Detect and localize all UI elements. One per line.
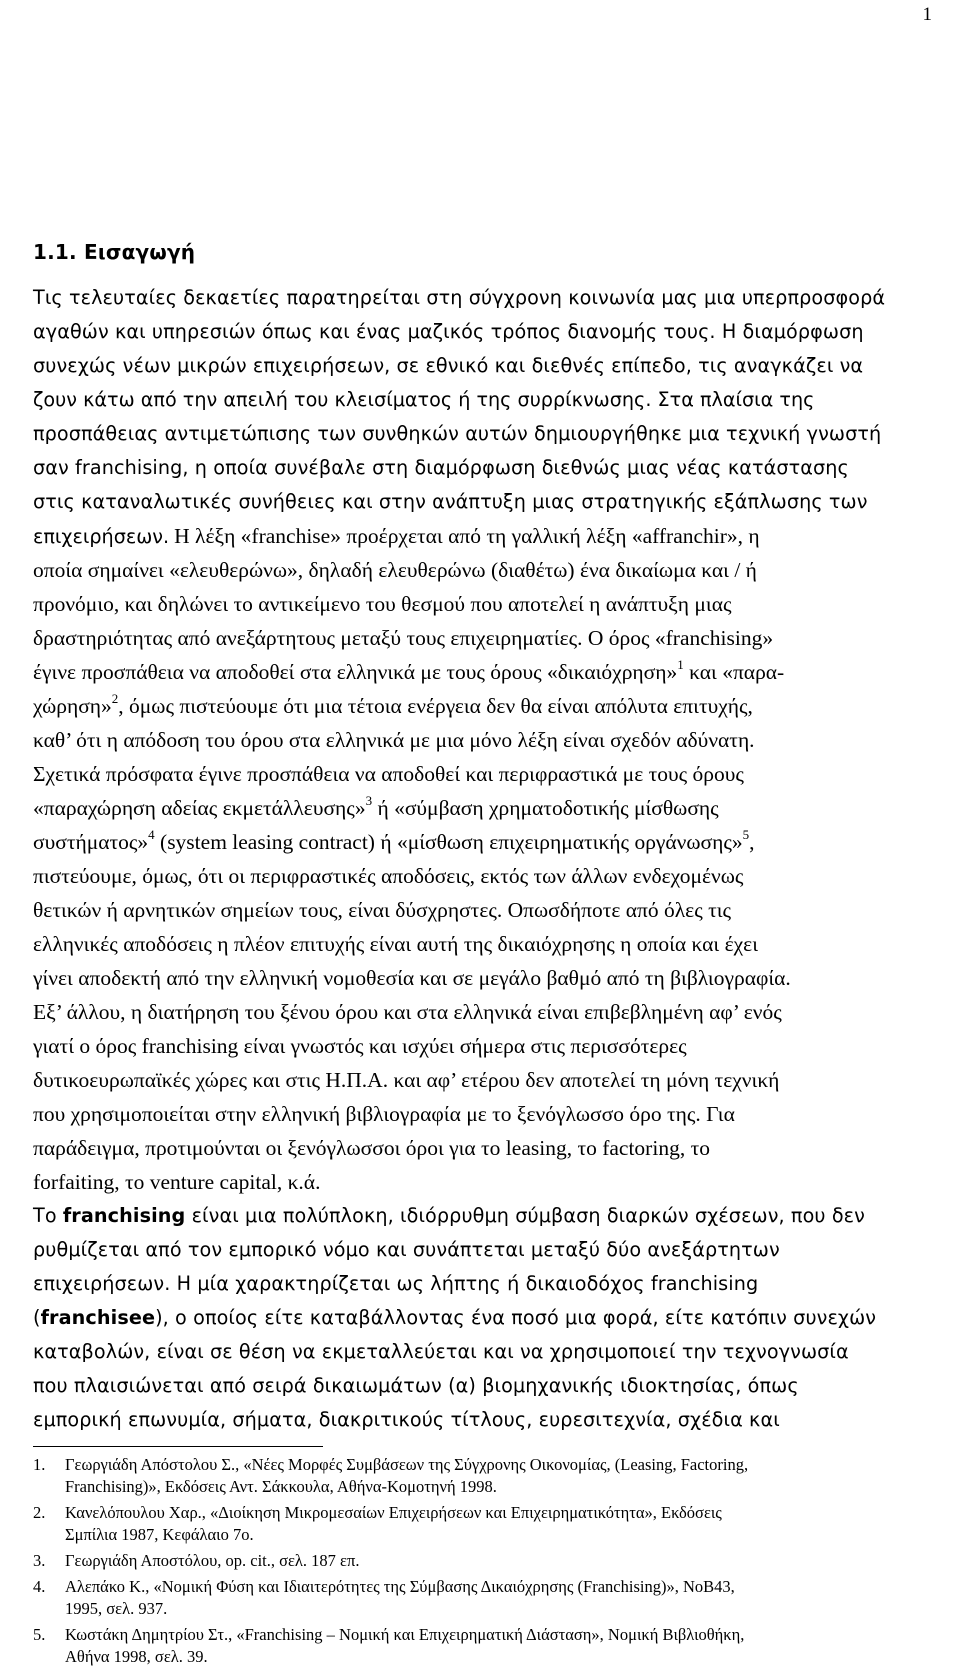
body-line: ρυθμίζεται από τον εμπορικό νόμο και συνάπτεται μεταξύ δύο ανεξάρτητων [33, 1238, 780, 1261]
footnote-item [33, 1576, 735, 1598]
body-line: γιατί ο όρος franchising είναι γνωστός και ισχύει σήμερα στις περισσότερες [33, 1034, 687, 1058]
section-heading: 1.1. Εισαγωγή [33, 240, 196, 264]
footnote-item [33, 1454, 748, 1476]
text-run: και «παρα- [683, 660, 785, 684]
footnote-separator [33, 1446, 323, 1447]
footnote-text: Γεωργιάδη Αποστόλου, op. cit., σελ. 187 επ. [65, 1551, 360, 1570]
body-line: παράδειγμα, προτιμούνται οι ξενόγλωσσοι όροι για το leasing, το factoring, το [33, 1136, 710, 1160]
footnote-text: Κωστάκη Δημητρίου Στ., «Franchising – Νομική και Επιχειρηματική Διάσταση», Νομική Βιβλιοθήκη, [65, 1625, 745, 1644]
text-run: ζουν κάτω από την απειλή του κλεισίματος ή της συρρίκνωσης. [33, 388, 652, 411]
body-line: Εξ’ άλλου, η διατήρηση του ξένου όρου και στα ελληνικά είναι επιβεβλημένη αφ’ ενός [33, 1000, 782, 1024]
text-run: ), ο οποίος είτε καταβάλλοντας ένα ποσό μια φορά, είτε κατόπιν συνεχών [155, 1306, 877, 1329]
footnote-text: Σμπίλια 1987, Κεφάλαιο 7ο. [65, 1525, 254, 1544]
body-line: προνόμιο, και δηλώνει το αντικείμενο του θεσμού που αποτελεί η ανάπτυξη μιας [33, 592, 732, 616]
footnote-number: 4. [33, 1577, 46, 1596]
footnote-text: Franchising)», Εκδόσεις Αντ. Σάκκουλα, Αθήνα-Κομοτηνή 1998. [65, 1477, 497, 1496]
bold-term: franchising [62, 1204, 186, 1227]
body-line: δυτικοευρωπαϊκές χώρες και στις Η.Π.Α. και αφ’ ετέρου δεν αποτελεί τη μόνη τεχνική [33, 1068, 780, 1092]
text-run: Η λέξη «franchise» προέρχεται από τη γαλλική λέξη «affranchir», η [174, 524, 760, 548]
footnote-ref: 2 [111, 690, 119, 706]
body-line [33, 1306, 876, 1330]
footnote-text: Κανελόπουλου Χαρ., «Διοίκηση Μικρομεσαίων Επιχειρήσεων και Επιχειρηματικότητα», Εκδόσεις [65, 1503, 722, 1522]
body-line: συνεχώς νέων μικρών επιχειρήσεων, σε εθνικό και διεθνές επίπεδο, τις αναγκάζει να [33, 354, 864, 377]
text-run: Το [33, 1204, 63, 1227]
body-line: επιχειρήσεων. Η μία χαρακτηρίζεται ως λήπτης ή δικαιοδόχος franchising [33, 1272, 759, 1295]
body-line: οποία σημαίνει «ελευθερώνω», δηλαδή ελευθερώνω (διαθέτω) ένα δικαίωμα και / ή [33, 558, 757, 582]
footnote-text: Αθήνα 1998, σελ. 39. [65, 1647, 208, 1666]
body-line: forfaiting, το venture capital, κ.ά. [33, 1170, 321, 1194]
text-run: , όμως πιστεύουμε ότι μια τέτοια ενέργεια δεν θα είναι απόλυτα επιτυχής, [118, 694, 753, 718]
text-run: συστήματος» [33, 830, 149, 854]
footnote-number: 2. [33, 1503, 46, 1522]
text-run: ( [33, 1306, 41, 1329]
body-line [33, 656, 785, 684]
body-line: σαν franchising, η οποία συνέβαλε στη διαμόρφωση διεθνώς μιας νέας κατάστασης [33, 456, 849, 479]
text-run: , [749, 830, 755, 854]
text-run: (system leasing contract) ή «μίσθωση επιχειρηματικής οργάνωσης» [154, 830, 743, 854]
text-run: έγινε προσπάθεια να αποδοθεί στα ελληνικά με τους όρους «δικαιόχρηση» [33, 660, 678, 684]
body-line [33, 388, 814, 412]
text-run: ή «σύμβαση χρηματοδοτικής μίσθωσης [372, 796, 719, 820]
body-line: θετικών ή αρνητικών σημείων τους, είναι δύσχρηστες. Οπωσδήποτε από όλες τις [33, 898, 732, 922]
text-run: Στα πλαίσια της [657, 388, 815, 411]
body-line [33, 524, 760, 549]
body-line: καταβολών, είναι σε θέση να εκμεταλλεύεται και να χρησιμοποιεί την τεχνογνωσία [33, 1340, 849, 1363]
body-line: καθ’ ότι η απόδοση του όρου στα ελληνικά με μια μόνο λέξη είναι σχεδόν αδύνατη. [33, 728, 755, 752]
body-line: γίνει αποδεκτή από την ελληνική νομοθεσία και σε μεγάλο βαθμό από τη βιβλιογραφία. [33, 966, 791, 990]
body-line: εμπορική επωνυμία, σήματα, διακριτικούς τίτλους, ευρεσιτεχνία, σχέδια και [33, 1408, 780, 1431]
footnote-item [33, 1550, 359, 1572]
footnote-item [33, 1502, 722, 1524]
footnote-text: Γεωργιάδη Απόστολου Σ., «Νέες Μορφές Συμβάσεων της Σύγχρονης Οικονομίας, (Leasing, Factoring, [65, 1455, 749, 1474]
footnote-ref: 5 [742, 826, 750, 842]
footnote-number: 1. [33, 1455, 46, 1474]
body-line: που πλαισιώνεται από σειρά δικαιωμάτων (α) βιομηχανικής ιδιοκτησίας, όπως [33, 1374, 799, 1397]
footnote-number: 3. [33, 1551, 46, 1570]
text-run: επιχειρήσεων. [33, 525, 170, 548]
footnote-ref: 3 [365, 792, 373, 808]
footnote-ref: 4 [148, 826, 155, 842]
text-run: χώρηση» [33, 694, 112, 718]
footnote-number: 5. [33, 1625, 46, 1644]
footnote-text: 1995, σελ. 937. [65, 1599, 168, 1618]
body-line: προσπάθειας αντιμετώπισης των συνθηκών αυτών δημιουργήθηκε μια τεχνική γνωστή [33, 422, 882, 445]
body-line: που χρησιμοποιείται στην ελληνική βιβλιογραφία με το ξενόγλωσσο όρο της. Για [33, 1102, 735, 1126]
footnote-item [33, 1624, 744, 1646]
body-line: ελληνικές αποδόσεις η πλέον επιτυχής είναι αυτή της δικαιόχρησης η οποία και έχει [33, 932, 758, 956]
body-line: Σχετικά πρόσφατα έγινε προσπάθεια να αποδοθεί και περιφραστικά με τους όρους [33, 762, 744, 786]
body-line: στις καταναλωτικές συνήθειες και στην ανάπτυξη μιας στρατηγικής εξάπλωσης των [33, 490, 868, 513]
body-line: Τις τελευταίες δεκαετίες παρατηρείται στη σύγχρονη κοινωνία μας μια υπερπροσφορά [33, 286, 886, 309]
body-line: αγαθών και υπηρεσιών όπως και ένας μαζικός τρόπος διανομής τους. Η διαμόρφωση [33, 320, 864, 343]
footnote-ref: 1 [677, 656, 684, 672]
body-line [33, 826, 755, 854]
body-line [33, 1204, 865, 1228]
text-run: «παραχώρηση αδείας εκμετάλλευσης» [33, 796, 366, 820]
body-line [33, 792, 719, 820]
body-line: πιστεύουμε, όμως, ότι οι περιφραστικές αποδόσεις, εκτός των άλλων ενδεχομένως [33, 864, 744, 888]
text-run: είναι μια πολύπλοκη, ιδιόρρυθμη σύμβαση διαρκών σχέσεων, που δεν [185, 1204, 865, 1227]
body-line [33, 690, 753, 718]
body-line: δραστηριότητας από ανεξάρτητους μεταξύ τους επιχειρηματίες. Ο όρος «franchising» [33, 626, 774, 650]
footnote-text: Αλεπάκο Κ., «Νομική Φύση και Ιδιαιτερότητες της Σύμβασης Δικαιόχρησης (Franchising)», ΝοΒ43, [65, 1577, 735, 1596]
page-number: 1 [922, 4, 932, 25]
bold-term: franchisee [40, 1306, 156, 1329]
